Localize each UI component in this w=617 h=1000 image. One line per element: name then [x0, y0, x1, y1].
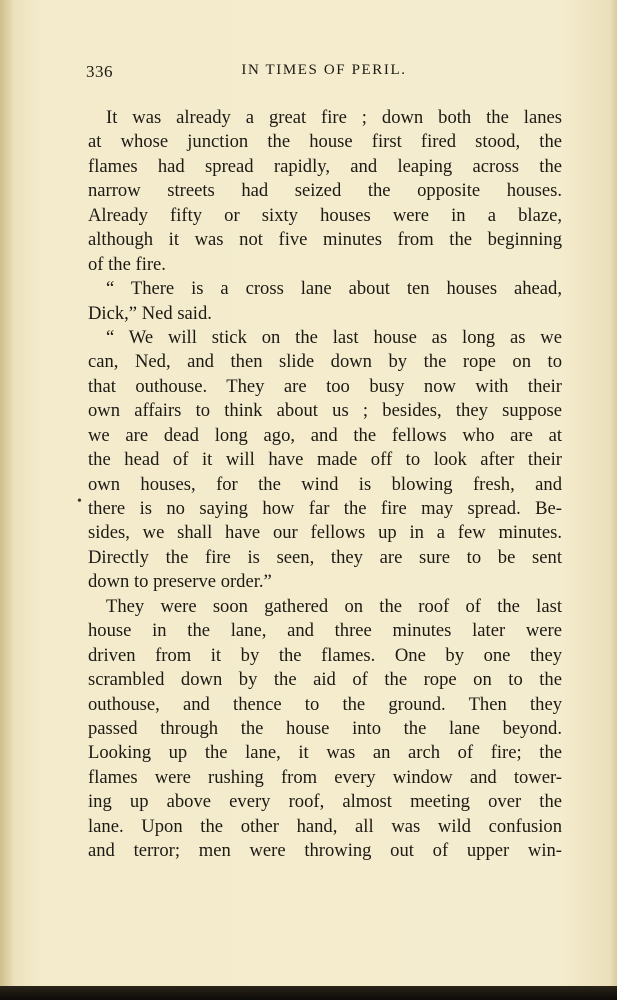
- text-line: passed through the house into the lane beyond.: [88, 717, 562, 739]
- text-line: Already fifty or sixty houses were in a blaze,: [88, 204, 562, 226]
- text-line: down to preserve order.”: [88, 571, 272, 593]
- text-line: It was already a great fire ; down both the lanes: [106, 107, 562, 128]
- page-gutter-shadow: [0, 0, 14, 1000]
- text-line: house in the lane, and three minutes later were: [88, 620, 562, 642]
- text-line: Directly the fire is seen, they are sure to be sent: [88, 546, 562, 568]
- text-line: the head of it will have made off to look after their: [88, 449, 562, 471]
- text-line: narrow streets had seized the opposite houses.: [88, 180, 562, 202]
- text-line: of the fire.: [88, 253, 166, 275]
- text-line: “ There is a cross lane about ten houses ahead,: [106, 278, 562, 300]
- page-bottom-edge: [0, 986, 617, 1000]
- text-line: They were soon gathered on the roof of the last: [106, 595, 562, 617]
- text-line: “ We will stick on the last house as long as we: [106, 326, 562, 348]
- running-head: IN TIMES OF PERIL.: [241, 62, 407, 78]
- text-line: driven from it by the flames. One by one they: [88, 644, 562, 666]
- text-line: own affairs to think about us ; besides, they suppose: [88, 400, 562, 422]
- text-line: and terror; men were throwing out of upper win-: [88, 840, 562, 862]
- text-line: that outhouse. They are too busy now with their: [88, 375, 562, 397]
- text-line: sides, we shall have our fellows up in a few minutes.: [88, 522, 562, 544]
- page-header: [86, 62, 562, 86]
- text-line: outhouse, and thence to the ground. Then they: [88, 693, 562, 715]
- text-line: ing up above every roof, almost meeting over the: [88, 791, 562, 813]
- body-text: [88, 106, 562, 864]
- text-line: Looking up the lane, it was an arch of fire; the: [88, 742, 562, 764]
- text-line: Dick,” Ned said.: [88, 302, 212, 324]
- text-line: own houses, for the wind is blowing fresh, and: [88, 473, 562, 495]
- text-line: scrambled down by the aid of the rope on to the: [88, 669, 562, 691]
- text-line: we are dead long ago, and the fellows who are at: [88, 424, 562, 446]
- text-line: although it was not five minutes from the beginning: [88, 229, 562, 251]
- text-line: there is no saying how far the fire may spread. Be-: [88, 498, 562, 519]
- text-line: flames had spread rapidly, and leaping across the: [88, 155, 562, 177]
- page-number: 336: [86, 62, 113, 81]
- text-line: flames were rushing from every window and tower-: [88, 766, 562, 788]
- text-line: lane. Upon the other hand, all was wild confusion: [88, 815, 562, 837]
- text-line: at whose junction the house first fired stood, the: [88, 131, 562, 153]
- text-line: can, Ned, and then slide down by the rope on to: [88, 351, 562, 373]
- margin-dot-mark: •: [77, 494, 82, 509]
